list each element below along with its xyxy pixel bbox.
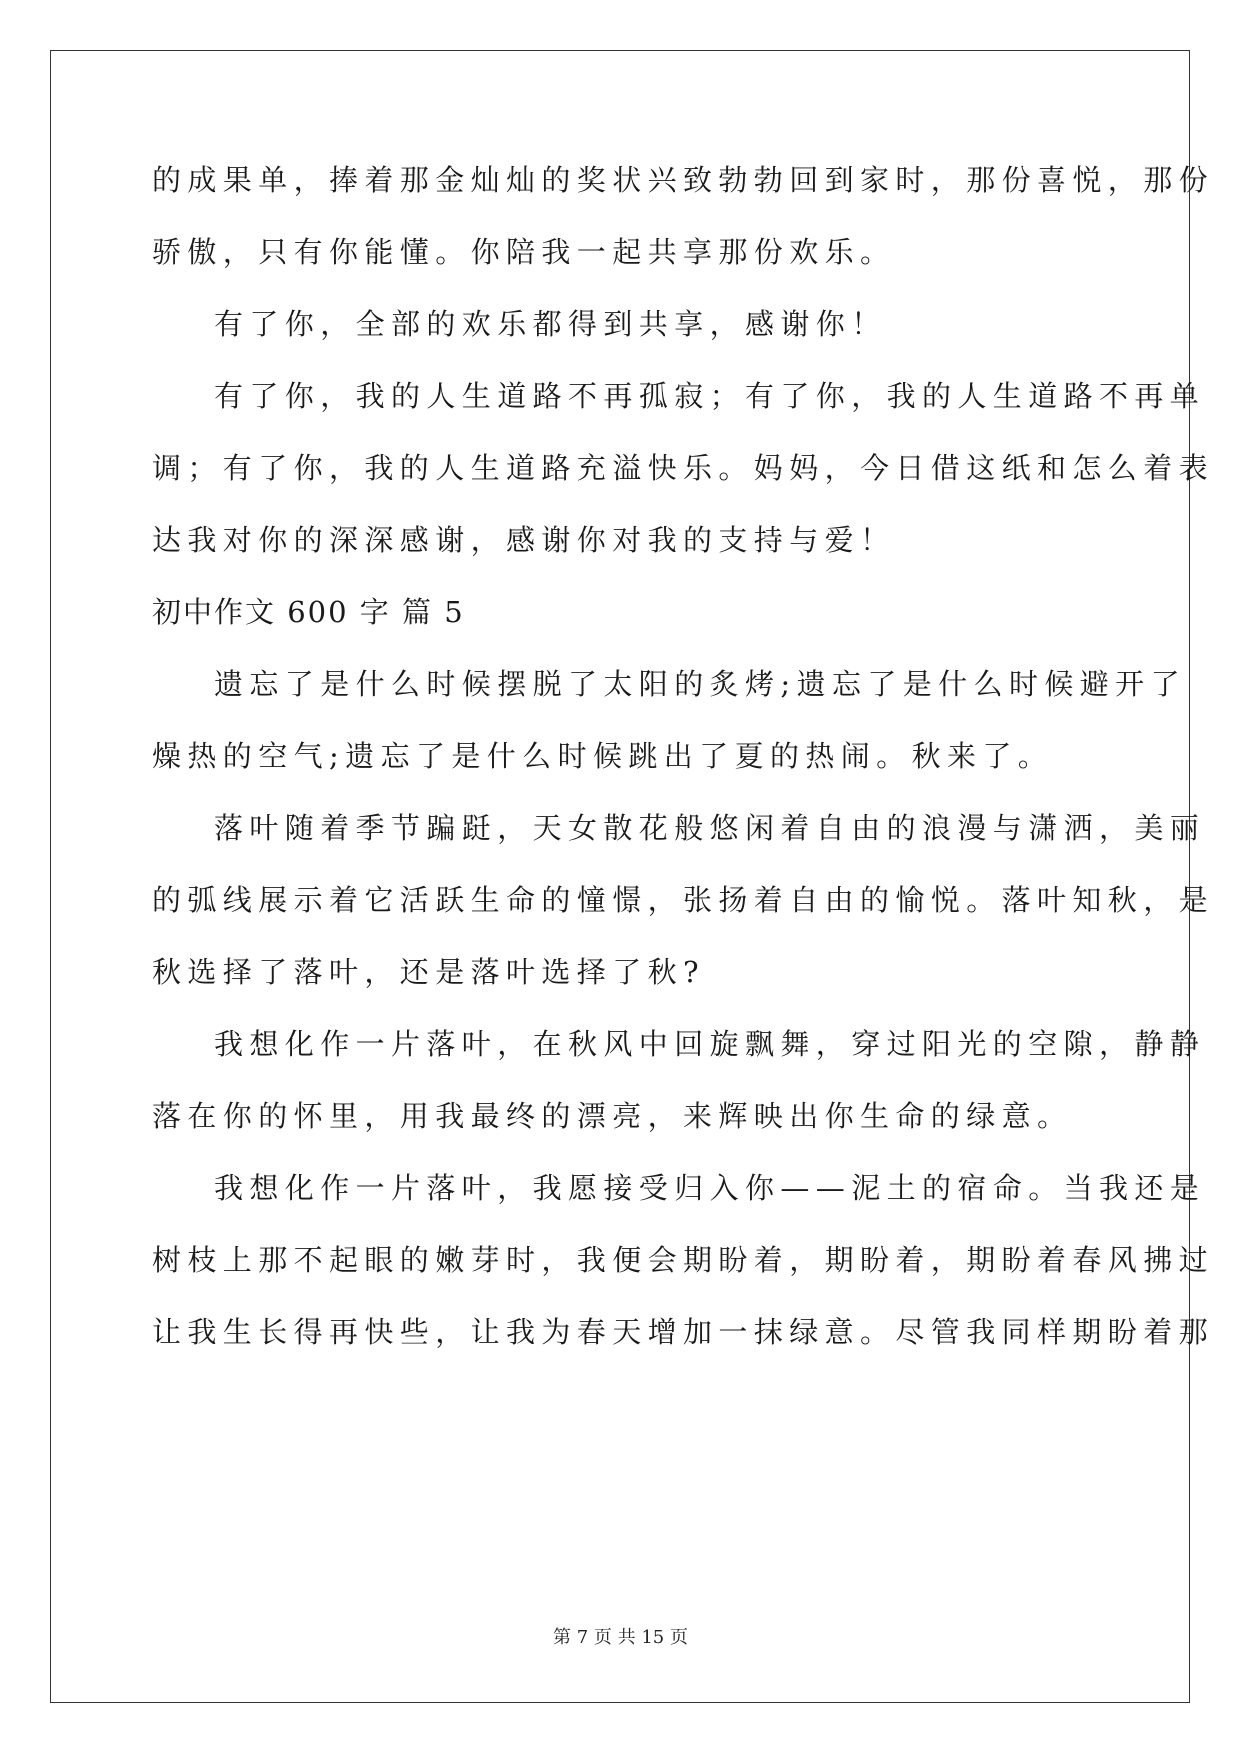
page-border — [50, 50, 1190, 1703]
text-line-1: 的成果单，捧着那金灿灿的奖状兴致勃勃回到家时，那份喜悦，那份 — [152, 163, 1215, 197]
text-line-10: 落叶随着季节蹁跹，天女散花般悠闲着自由的浪漫与潇洒，美丽 — [214, 811, 1206, 845]
text-line-5: 调；有了你，我的人生道路充溢快乐。妈妈，今日借这纸和怎么着表 — [152, 451, 1215, 485]
text-line-2: 骄傲，只有你能懂。你陪我一起共享那份欢乐。 — [152, 235, 896, 269]
text-line-12: 秋选择了落叶，还是落叶选择了秋? — [152, 955, 705, 989]
text-line-15: 我想化作一片落叶，我愿接受归入你——泥土的宿命。当我还是 — [214, 1171, 1206, 1205]
page-number-footer: 第 7 页 共 15 页 — [553, 1627, 688, 1648]
text-line-4: 有了你，我的人生道路不再孤寂；有了你，我的人生道路不再单 — [214, 379, 1206, 413]
section-heading: 初中作文 600 字 篇 5 — [152, 595, 465, 629]
text-line-17: 让我生长得再快些，让我为春天增加一抹绿意。尽管我同样期盼着那 — [152, 1315, 1215, 1349]
text-line-6: 达我对你的深深感谢，感谢你对我的支持与爱！ — [152, 523, 896, 557]
text-line-9: 燥热的空气;遗忘了是什么时候跳出了夏的热闹。秋来了。 — [152, 739, 1054, 773]
text-line-3: 有了你，全部的欢乐都得到共享，感谢你！ — [214, 307, 887, 341]
text-line-14: 落在你的怀里，用我最终的漂亮，来辉映出你生命的绿意。 — [152, 1099, 1073, 1133]
text-line-13: 我想化作一片落叶，在秋风中回旋飘舞，穿过阳光的空隙，静静 — [214, 1027, 1206, 1061]
text-line-16: 树枝上那不起眼的嫩芽时，我便会期盼着，期盼着，期盼着春风拂过 — [152, 1243, 1215, 1277]
text-line-8: 遗忘了是什么时候摆脱了太阳的炙烤;遗忘了是什么时候避开了 — [214, 667, 1186, 701]
text-line-11: 的弧线展示着它活跃生命的憧憬，张扬着自由的愉悦。落叶知秋，是 — [152, 883, 1215, 917]
